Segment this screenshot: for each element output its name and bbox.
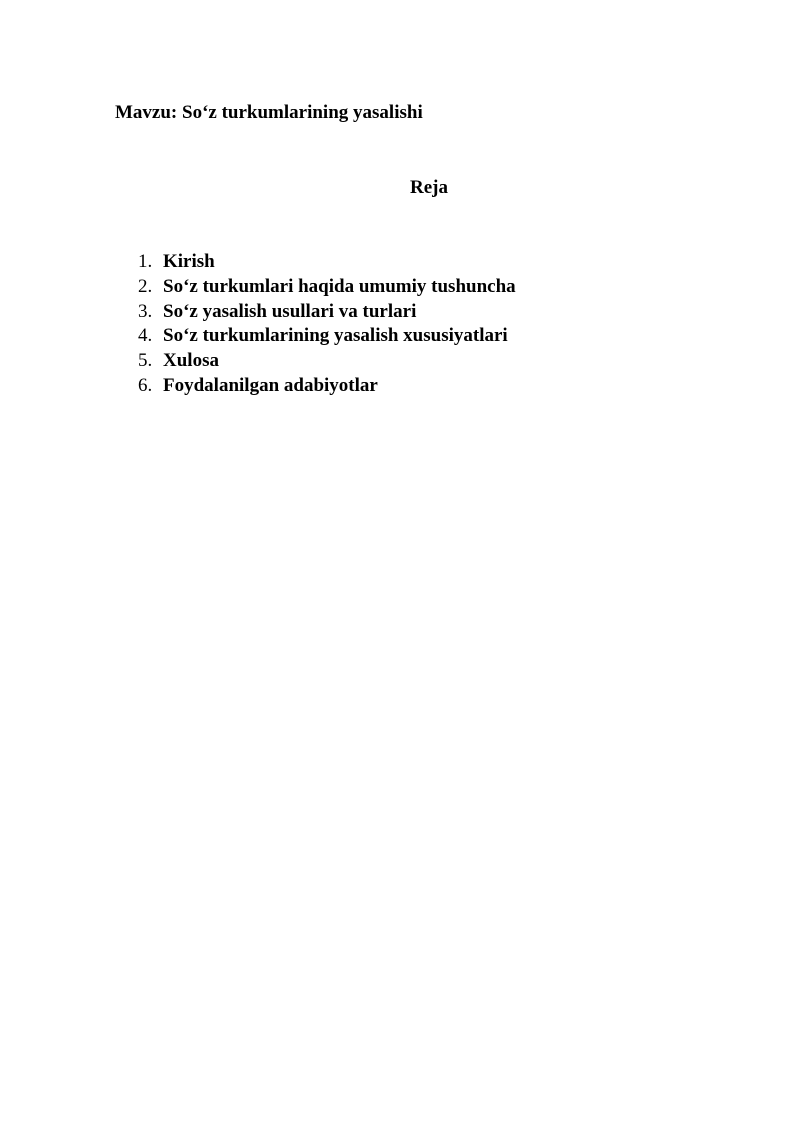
plan-item-number: 4. [138, 325, 153, 347]
plan-item-text: So‘z turkumlari haqida umumiy tushuncha [163, 275, 516, 297]
plan-item [138, 349, 516, 374]
plan-heading: Reja [410, 177, 448, 198]
plan-item-text: Xulosa [163, 350, 219, 372]
plan-item-text: So‘z turkumlarining yasalish xususiyatlari [163, 325, 508, 347]
plan-item-number: 5. [138, 350, 153, 372]
plan-item-text: So‘z yasalish usullari va turlari [163, 300, 417, 322]
plan-item-number: 6. [138, 374, 153, 396]
plan-item [138, 250, 516, 275]
plan-item-number: 3. [138, 300, 153, 322]
plan-item-text: Kirish [163, 251, 215, 272]
plan-item [138, 275, 516, 300]
plan-item [138, 300, 516, 325]
plan-item-text: Foydalanilgan adabiyotlar [163, 374, 378, 396]
document-title: Mavzu: So‘z turkumlarining yasalishi [115, 102, 423, 123]
plan-item-number: 1. [138, 251, 153, 272]
plan-item [138, 324, 516, 349]
plan-item [138, 374, 516, 399]
plan-list [138, 250, 516, 399]
plan-item-number: 2. [138, 275, 153, 297]
